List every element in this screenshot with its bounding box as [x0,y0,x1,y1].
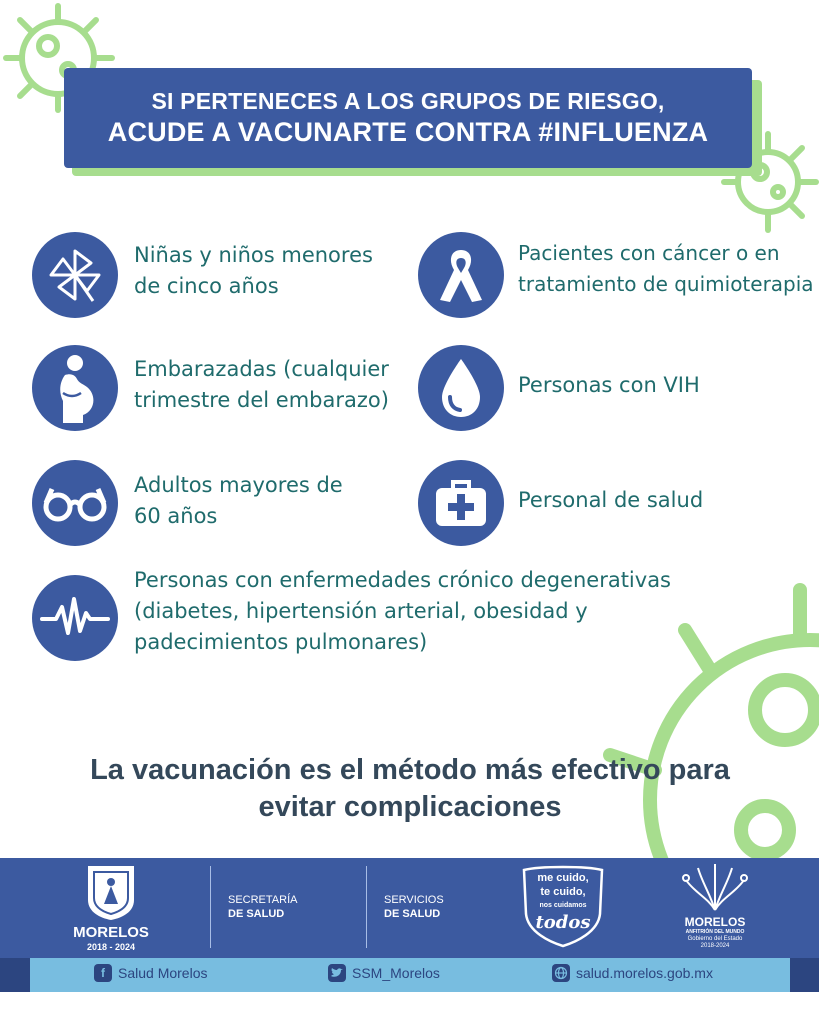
facebook-label: Salud Morelos [118,965,208,981]
group-chronic-line-1: Personas con enfermedades crónico degenerativas [134,568,671,592]
twitter-icon [328,964,346,982]
gov-morelos: MORELOS [684,915,746,929]
pregnant-icon [32,345,118,431]
group-pregnant-line-1: Embarazadas (cualquier [134,357,389,381]
ribbon-icon [418,232,504,318]
drop-icon [418,345,504,431]
footer-years: 2018 - 2024 [86,942,136,952]
website-label: salud.morelos.gob.mx [576,965,713,981]
tagline-line-2: evitar complicaciones [258,791,562,823]
twitter-label: SSM_Morelos [352,965,440,981]
website-link[interactable] [552,964,713,982]
gov-years: 2018-2024 [700,943,730,949]
facebook-link[interactable] [94,964,208,982]
footer-strip-left [0,958,30,992]
heartbeat-icon [32,575,118,661]
medkit-icon [418,460,504,546]
group-pregnant-line-2: trimestre del embarazo) [134,388,389,412]
campaign-line-3: nos cuidamos [539,902,587,909]
footer-servicios-1: SERVICIOS [384,894,444,906]
pinwheel-icon [32,232,118,318]
header-line-2: ACUDE A VACUNARTE CONTRA #INFLUENZA [107,117,709,147]
header-line-1: SI PERTENECES A LOS GRUPOS DE RIESGO, [151,88,665,114]
globe-icon [552,964,570,982]
group-children [134,240,373,302]
glasses-icon [32,460,118,546]
campaign-line-1: me cuido, [537,872,589,884]
campaign-line-2: te cuido, [540,886,586,898]
group-elderly-line-2: 60 años [134,504,218,528]
group-hiv [518,370,700,401]
tagline-line-1: La vacunación es el método más efectivo para [90,754,730,786]
group-elderly-line-1: Adultos mayores de [134,473,343,497]
footer-servicios-2: DE SALUD [384,908,441,920]
group-chronic-line-3: padecimientos pulmonares) [134,630,428,654]
footer-separator-1 [210,866,211,948]
footer-separator-2 [366,866,367,948]
footer-morelos: MORELOS [73,924,149,941]
group-health-staff-line-1: Personal de salud [518,488,704,512]
group-pregnant [134,354,389,416]
group-hiv-line-1: Personas con VIH [518,373,700,397]
tagline [20,752,800,826]
group-health-staff [518,485,703,516]
group-chronic-line-2: (diabetes, hipertensión arterial, obesidad y [134,599,588,623]
header-banner [64,68,752,168]
footer-strip-right [790,958,819,992]
group-elderly [134,470,343,532]
group-cancer [518,238,814,300]
group-cancer-line-2: tratamiento de quimioterapia [518,272,814,296]
group-children-line-1: Niñas y niños menores [134,243,373,267]
gov-gobierno: Gobierno del Estado [687,936,743,942]
group-chronic [134,565,671,658]
facebook-icon: f [94,964,112,982]
footer-secretaria-2: DE SALUD [228,908,285,920]
morelos-shield-logo [84,864,138,922]
campaign-line-4: todos [535,912,591,933]
group-children-line-2: de cinco años [134,274,279,298]
twitter-link[interactable] [328,964,440,982]
group-cancer-line-1: Pacientes con cáncer o en [518,241,780,265]
government-flower-logo [680,862,750,914]
footer-secretaria-1: SECRETARÍA [228,894,298,906]
gov-anfitrion: ANFITRIÓN DEL MUNDO [685,929,745,935]
